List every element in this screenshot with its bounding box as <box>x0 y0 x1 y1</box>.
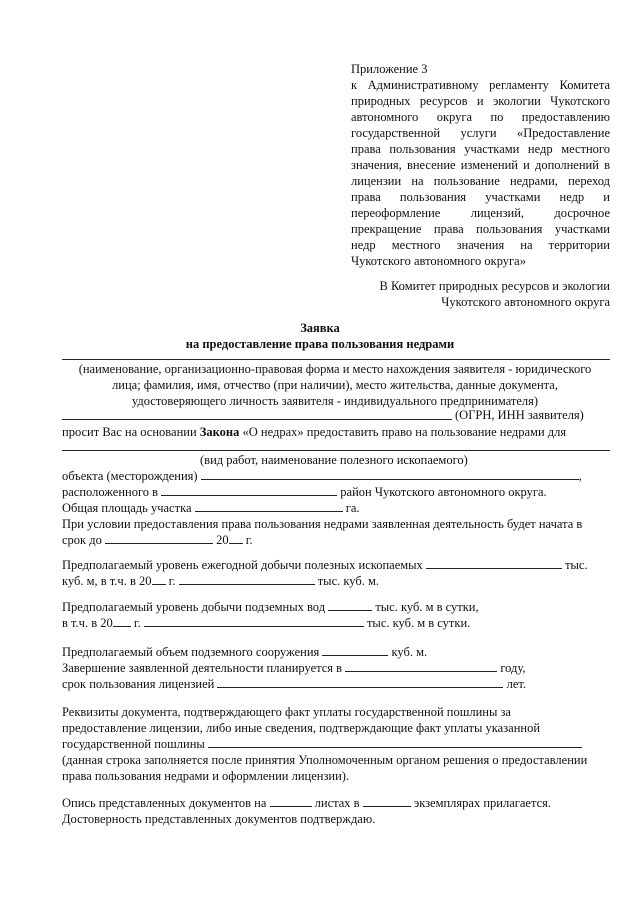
production-row-2 <box>62 573 379 589</box>
completion-row <box>62 660 526 676</box>
start-year-prefix: 20 <box>216 533 229 547</box>
object-label: объекта (месторождения) <box>62 469 198 483</box>
appendix-line: лицензии на пользование недрами, переход <box>351 174 610 188</box>
volume-field[interactable] <box>322 644 388 656</box>
groundwater-field[interactable] <box>328 599 372 611</box>
start-prefix: срок до <box>62 533 102 547</box>
groundwater-row-1 <box>62 599 479 615</box>
appendix-line: значения, внесение изменений и дополнений в <box>351 158 610 172</box>
district-field[interactable] <box>161 484 337 496</box>
area-field[interactable] <box>195 500 343 512</box>
inventory-copies-label: экземплярах прилагается. <box>413 796 552 810</box>
appendix-line: переоформление лицензий, досрочное <box>351 206 610 220</box>
production-year-field[interactable] <box>152 573 166 585</box>
appendix-line: природных ресурсов и экологии Чукотского <box>351 94 610 108</box>
object-comma: , <box>578 469 582 483</box>
volume-row <box>62 644 427 660</box>
appendix-line: Чукотского автономного округа» <box>351 254 526 268</box>
applicant-ogrn-field[interactable] <box>62 419 452 420</box>
groundwater-year-suffix: г. <box>133 616 141 630</box>
completion-unit: году, <box>500 661 526 675</box>
term-row <box>62 676 526 692</box>
request-text-start: просит Вас на основании <box>62 425 200 439</box>
volume-label: Предполагаемый объем подземного сооружения <box>62 645 320 659</box>
volume-unit: куб. м. <box>391 645 428 659</box>
fee-line-1: Реквизиты документа, подтверждающего факт уплаты государственной пошлины за <box>62 705 511 719</box>
fee-line-2: предоставление лицензии, либо иные сведения, подтверждающие факт уплаты указанной <box>62 721 541 735</box>
start-date-field[interactable] <box>105 532 213 544</box>
production-label: Предполагаемый уровень ежегодной добычи полезных ископаемых <box>62 558 423 572</box>
appendix-line: автономного округа по предоставлению <box>351 110 610 124</box>
appendix-line: права пользования участками недр местного <box>351 142 610 156</box>
appendix-line: государственной услуги «Предоставление <box>351 126 610 140</box>
appendix-title: Приложение 3 <box>351 62 428 76</box>
production-year-suffix: г. <box>168 574 176 588</box>
production-year-label: куб. м, в т.ч. в 20 <box>62 574 152 588</box>
appendix-line: к Административному регламенту Комитета <box>351 78 610 92</box>
applicant-name-field[interactable] <box>62 359 610 360</box>
appendix-line: права пользования участками недр и <box>351 190 610 204</box>
inventory-pages-label: листах в <box>314 796 360 810</box>
inventory-pages-field[interactable] <box>270 795 312 807</box>
request-text <box>62 424 566 440</box>
fee-note-2: права пользования недрами и оформлении лицензии). <box>62 769 350 783</box>
applicant-hint-3: удостоверяющего личность заявителя - индивидуального предпринимателя) <box>131 394 539 408</box>
start-year-field[interactable] <box>229 532 243 544</box>
groundwater-label: Предполагаемый уровень добычи подземных вод <box>62 600 326 614</box>
works-hint: (вид работ, наименование полезного ископаемого) <box>200 453 468 467</box>
production-year-unit: тыс. куб. м. <box>317 574 380 588</box>
inventory-label: Опись представленных документов на <box>62 796 267 810</box>
addressee-line-1: В Комитет природных ресурсов и экологии <box>379 279 610 293</box>
confirmation-text: Достоверность представленных документов подтверждаю. <box>62 812 376 826</box>
production-row-1 <box>62 557 588 573</box>
area-row <box>62 500 360 516</box>
term-field[interactable] <box>217 676 503 688</box>
groundwater-year-label: в т.ч. в 20 <box>62 616 113 630</box>
groundwater-year-field[interactable] <box>113 615 131 627</box>
addressee-line-2: Чукотского автономного округа <box>441 295 610 309</box>
start-year-suffix: г. <box>245 533 253 547</box>
term-label: срок пользования лицензией <box>62 677 215 691</box>
completion-field[interactable] <box>345 660 497 672</box>
location-label: расположенного в <box>62 485 159 499</box>
production-year-value-field[interactable] <box>179 573 315 585</box>
area-label: Общая площадь участка <box>62 501 192 515</box>
ogrn-inn-label: (ОГРН, ИНН заявителя) <box>455 408 584 422</box>
location-suffix: район Чукотского автономного округа. <box>340 485 547 499</box>
inventory-copies-field[interactable] <box>363 795 411 807</box>
request-text-end: «О недрах» предоставить право на пользование недрами для <box>239 425 567 439</box>
fee-note-1: (данная строка заполняется после принятия Уполномоченным органом решения о предоставлении <box>62 753 588 767</box>
object-field[interactable] <box>201 468 579 480</box>
start-date-row <box>62 532 253 548</box>
area-unit: га. <box>345 501 360 515</box>
document-subtitle: на предоставление права пользования недрами <box>185 337 455 351</box>
fee-row <box>62 736 582 752</box>
production-unit: тыс. <box>565 558 588 572</box>
fee-field[interactable] <box>208 736 582 748</box>
completion-label: Завершение заявленной деятельности планируется в <box>62 661 343 675</box>
works-field[interactable] <box>62 450 610 451</box>
location-row <box>62 484 547 500</box>
inventory-row <box>62 795 551 811</box>
appendix-line: прекращение права пользования участками <box>351 222 610 236</box>
fee-label: государственной пошлины <box>62 737 205 751</box>
law-name: Закона <box>199 425 240 439</box>
term-unit: лет. <box>506 677 527 691</box>
appendix-line: недр местного значения на территории <box>351 238 610 252</box>
groundwater-unit: тыс. куб. м в сутки, <box>375 600 479 614</box>
groundwater-row-2 <box>62 615 470 631</box>
start-text: При условии предоставления права пользования недрами заявленная деятельность будет начата в <box>62 517 583 531</box>
groundwater-year-value-field[interactable] <box>144 615 364 627</box>
applicant-hint-1: (наименование, организационно-правовая форма и место нахождения заявителя - юридического <box>78 362 592 376</box>
object-row <box>62 468 582 484</box>
production-field[interactable] <box>426 557 562 569</box>
groundwater-year-unit: тыс. куб. м в сутки. <box>366 616 471 630</box>
applicant-hint-2: лица; фамилия, имя, отчество (при наличии), место жительства, данные документа, <box>112 378 558 392</box>
document-title: Заявка <box>300 321 340 335</box>
